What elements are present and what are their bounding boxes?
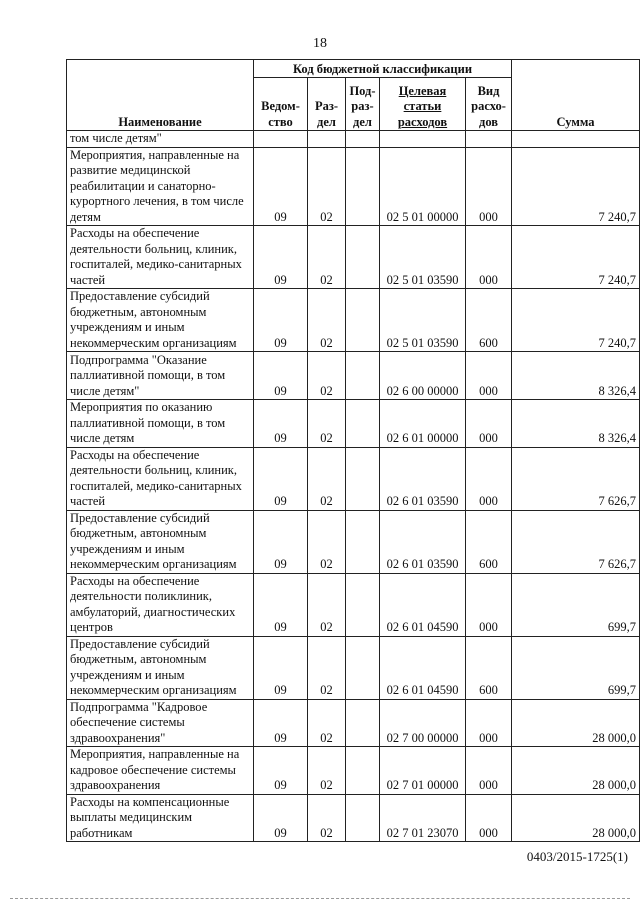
table-row [67, 699, 640, 747]
row-sum: 28 000,0 [512, 699, 640, 747]
row-department: 09 [254, 573, 308, 636]
row-department: 09 [254, 147, 308, 226]
row-expense-type: 000 [466, 699, 512, 747]
row-sum: 7 626,7 [512, 447, 640, 510]
row-expense-type: 600 [466, 289, 512, 352]
row-name: Расходы на обеспечение деятельности больниц, клиник, госпиталей, медико-санитарных частей [67, 447, 254, 510]
table-row [67, 400, 640, 448]
row-name: Расходы на компенсационные выплаты медицинским работникам [67, 794, 254, 842]
row-sum: 7 626,7 [512, 510, 640, 573]
row-section: 02 [308, 447, 346, 510]
row-expense-type: 600 [466, 636, 512, 699]
row-department: 09 [254, 226, 308, 289]
header-name: Наименование [67, 60, 254, 131]
row-expense-type: 000 [466, 400, 512, 448]
row-subsection [346, 573, 380, 636]
row-department: 09 [254, 510, 308, 573]
table-row [67, 794, 640, 842]
row-section: 02 [308, 226, 346, 289]
row-expense-type: 000 [466, 794, 512, 842]
row-section: 02 [308, 510, 346, 573]
row-department: 09 [254, 636, 308, 699]
table-row [67, 352, 640, 400]
row-subsection [346, 289, 380, 352]
table-row [67, 289, 640, 352]
table-row [67, 447, 640, 510]
table-row [67, 131, 640, 148]
row-expense-type [466, 131, 512, 148]
row-name: Предоставление субсидий бюджетным, автономным учреждениям и иным некоммерческим организациям [67, 636, 254, 699]
row-expense-type: 600 [466, 510, 512, 573]
row-expense-type: 000 [466, 226, 512, 289]
row-expense-type: 000 [466, 447, 512, 510]
page-number: 18 [313, 36, 327, 51]
row-department: 09 [254, 447, 308, 510]
row-subsection [346, 352, 380, 400]
row-sum: 7 240,7 [512, 226, 640, 289]
row-subsection [346, 699, 380, 747]
row-subsection [346, 131, 380, 148]
row-name: Предоставление субсидий бюджетным, автономным учреждениям и иным некоммерческим организациям [67, 289, 254, 352]
row-sum: 8 326,4 [512, 352, 640, 400]
row-sum: 699,7 [512, 573, 640, 636]
row-sum: 7 240,7 [512, 147, 640, 226]
row-target: 02 6 01 00000 [380, 400, 466, 448]
table-row [67, 636, 640, 699]
row-name: Расходы на обеспечение деятельности больниц, клиник, госпиталей, медико-санитарных частей [67, 226, 254, 289]
header-sum: Сумма [512, 60, 640, 131]
row-section: 02 [308, 573, 346, 636]
row-name: Подпрограмма "Оказание паллиативной помощи, в том числе детям" [67, 352, 254, 400]
row-expense-type: 000 [466, 747, 512, 795]
row-sum: 7 240,7 [512, 289, 640, 352]
row-sum: 28 000,0 [512, 794, 640, 842]
row-section: 02 [308, 289, 346, 352]
budget-table [66, 59, 640, 842]
header-department: Ведом- ство [254, 78, 308, 131]
row-name: Подпрограмма "Кадровое обеспечение системы здравоохранения" [67, 699, 254, 747]
row-department [254, 131, 308, 148]
row-expense-type: 000 [466, 147, 512, 226]
row-subsection [346, 510, 380, 573]
table-row [67, 510, 640, 573]
row-target: 02 5 01 00000 [380, 147, 466, 226]
row-target: 02 7 01 00000 [380, 747, 466, 795]
row-name: Мероприятия, направленные на кадровое обеспечение системы здравоохранения [67, 747, 254, 795]
header-classification: Код бюджетной классификации [254, 60, 512, 78]
row-target: 02 6 01 03590 [380, 447, 466, 510]
row-section: 02 [308, 747, 346, 795]
row-subsection [346, 794, 380, 842]
row-target: 02 5 01 03590 [380, 289, 466, 352]
table-row [67, 226, 640, 289]
header-subsection: Под- раз- дел [346, 78, 380, 131]
row-name: том числе детям" [67, 131, 254, 148]
row-target: 02 6 00 00000 [380, 352, 466, 400]
row-subsection [346, 400, 380, 448]
row-target [380, 131, 466, 148]
row-subsection [346, 147, 380, 226]
row-section: 02 [308, 352, 346, 400]
document-code: 0403/2015-1725(1) [526, 849, 628, 864]
row-name: Мероприятия по оказанию паллиативной помощи, в том числе детям [67, 400, 254, 448]
row-sum: 699,7 [512, 636, 640, 699]
row-section [308, 131, 346, 148]
row-target: 02 7 00 00000 [380, 699, 466, 747]
table-row [67, 747, 640, 795]
row-department: 09 [254, 352, 308, 400]
row-department: 09 [254, 400, 308, 448]
row-department: 09 [254, 289, 308, 352]
row-target: 02 7 01 23070 [380, 794, 466, 842]
row-department: 09 [254, 747, 308, 795]
row-section: 02 [308, 794, 346, 842]
row-target: 02 6 01 04590 [380, 573, 466, 636]
row-target: 02 5 01 03590 [380, 226, 466, 289]
row-sum: 8 326,4 [512, 400, 640, 448]
row-subsection [346, 636, 380, 699]
row-sum [512, 131, 640, 148]
row-department: 09 [254, 794, 308, 842]
bottom-rule [10, 898, 630, 899]
row-section: 02 [308, 699, 346, 747]
row-name: Расходы на обеспечение деятельности поликлиник, амбулаторий, диагностических центров [67, 573, 254, 636]
header-target: Целевая статьи расходов [380, 78, 466, 131]
row-expense-type: 000 [466, 352, 512, 400]
row-section: 02 [308, 636, 346, 699]
row-subsection [346, 447, 380, 510]
row-expense-type: 000 [466, 573, 512, 636]
row-section: 02 [308, 147, 346, 226]
table-row [67, 573, 640, 636]
row-subsection [346, 747, 380, 795]
table-row [67, 147, 640, 226]
row-target: 02 6 01 04590 [380, 636, 466, 699]
row-name: Мероприятия, направленные на развитие медицинской реабилитации и санаторно-курортного лечения, в том числе детям [67, 147, 254, 226]
row-subsection [346, 226, 380, 289]
row-section: 02 [308, 400, 346, 448]
row-name: Предоставление субсидий бюджетным, автономным учреждениям и иным некоммерческим организациям [67, 510, 254, 573]
row-target: 02 6 01 03590 [380, 510, 466, 573]
header-expense-type: Вид расхо- дов [466, 78, 512, 131]
row-department: 09 [254, 699, 308, 747]
header-section: Раз- дел [308, 78, 346, 131]
row-sum: 28 000,0 [512, 747, 640, 795]
